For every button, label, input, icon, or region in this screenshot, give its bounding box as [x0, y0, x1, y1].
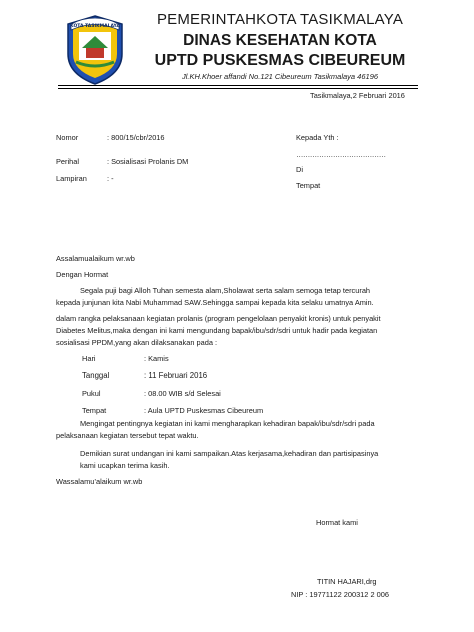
- paragraph-2-line-3: sosialisasi PPDM,yang akan dilaksanakan pada :: [56, 338, 218, 347]
- lampiran-value: : -: [107, 174, 114, 183]
- perihal-label: Perihal: [56, 157, 80, 166]
- letterhead-unit: UPTD PUSKESMAS CIBEUREUM: [154, 52, 406, 69]
- paragraph-4-line-2: kami ucapkan terima kasih.: [80, 461, 170, 470]
- paragraph-2-line-1: dalam rangka pelaksanaan kegiatan prolanis (program pengelolaan penyakit kronis) untuk penyakit: [56, 314, 381, 323]
- nomor-value: : 800/15/cbr/2016: [107, 133, 165, 142]
- letterhead-department: DINAS KESEHATAN KOTA: [183, 32, 377, 49]
- letterhead-address: Jl.KH.Khoer affandi No.121 Cibeureum Tasikmalaya 46196: [181, 72, 379, 81]
- opening-salam: Assalamualaikum wr.wb: [56, 254, 135, 263]
- paragraph-3-line-1: Mengingat pentingnya kegiatan ini kami mengharapkan kehadiran bapak/ibu/sdr/sdri pada: [80, 419, 375, 428]
- paragraph-2-line-2: Diabetes Melitus,maka dengan ini kami mengundang bapak/ibu/sdr/sdri untuk hadir pada kegiatan: [56, 326, 378, 335]
- logo-banner-text: KOTA TASIKMALAYA: [70, 24, 120, 29]
- paragraph-1-line-2: kepada junjunan kita Nabi Muhammad SAW.Sehingga sampai kepada kita selaku umatnya Amin.: [56, 298, 374, 307]
- schedule-hari-label: Hari: [82, 354, 96, 363]
- letterhead-rule-thick: [58, 85, 418, 86]
- schedule-pukul-value: : 08.00 WIB s/d Selesai: [144, 389, 221, 398]
- recipient-dots: …………………………………: [296, 150, 386, 159]
- signature-name: TITIN HAJARI,drg: [317, 577, 377, 586]
- paragraph-1-line-1: Segala puji bagi Alloh Tuhan semesta alam,Sholawat serta salam semoga tetap tercurah: [80, 286, 371, 295]
- perihal-value: : Sosialisasi Prolanis DM: [107, 157, 189, 166]
- recipient-tempat: Tempat: [296, 181, 321, 190]
- nomor-label: Nomor: [56, 133, 79, 142]
- lampiran-label: Lampiran: [56, 174, 87, 183]
- letter-date: Tasikmalaya,2 Februari 2016: [310, 91, 405, 100]
- schedule-tempat-label: Tempat: [82, 406, 107, 415]
- dengan-hormat: Dengan Hormat: [56, 270, 109, 279]
- recipient-di: Di: [296, 165, 303, 174]
- paragraph-3-line-2: pelaksanaan kegiatan tersebut tepat waktu.: [56, 431, 199, 440]
- signature-hormat-kami: Hormat kami: [316, 518, 358, 527]
- schedule-hari-value: : Kamis: [144, 354, 169, 363]
- schedule-tanggal-label: Tanggal: [82, 371, 110, 380]
- closing-wassalam: Wassalamu’alaikum wr.wb: [56, 477, 143, 486]
- signature-nip: NIP : 19771122 200312 2 006: [291, 590, 389, 599]
- recipient-to: Kepada Yth :: [296, 133, 339, 142]
- schedule-tempat-value: : Aula UPTD Puskesmas Cibeureum: [144, 406, 264, 415]
- schedule-pukul-label: Pukul: [82, 389, 101, 398]
- city-emblem-logo: [64, 14, 126, 86]
- letterhead-government: PEMERINTAHKOTA TASIKMALAYA: [156, 11, 404, 28]
- paragraph-4-line-1: Demikian surat undangan ini kami sampaikan.Atas kerjasama,kehadiran dan partisipasinya: [80, 449, 379, 458]
- letterhead-rule-thin: [58, 88, 418, 89]
- schedule-tanggal-value: : 11 Februari 2016: [144, 371, 208, 380]
